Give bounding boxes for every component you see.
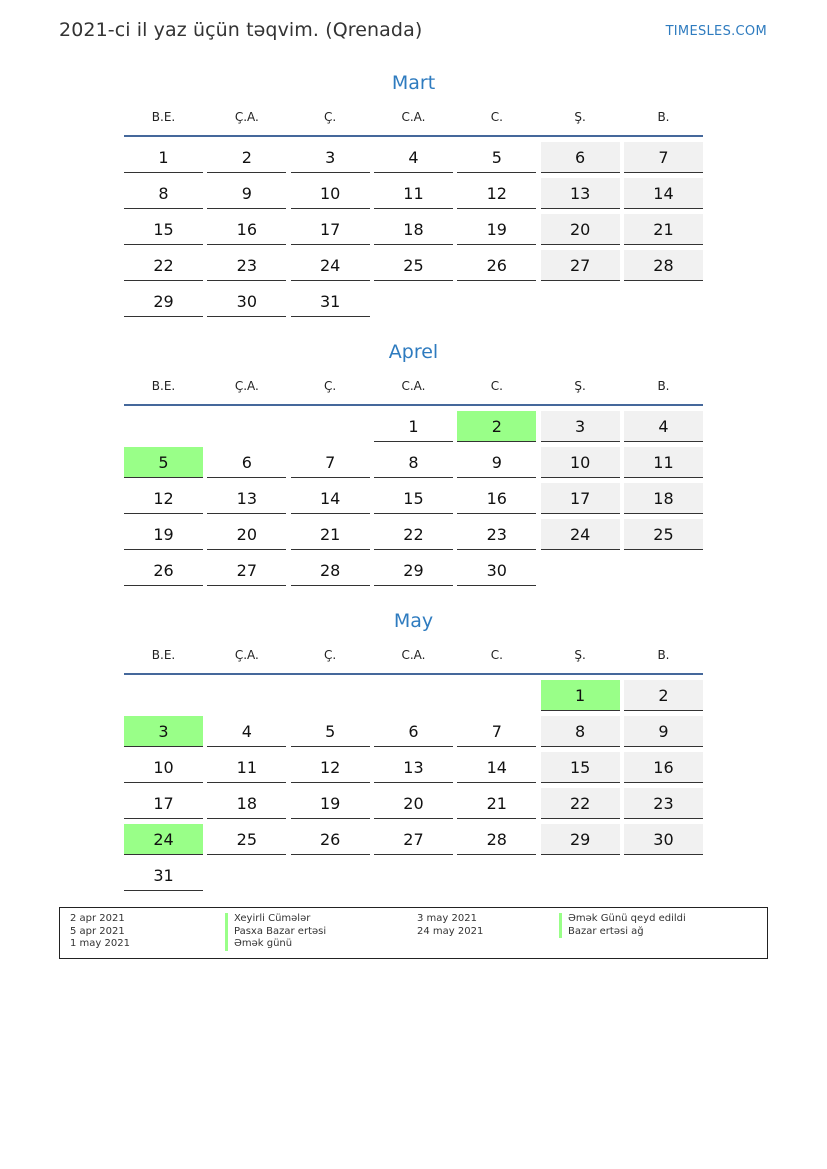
empty-cell [374, 680, 453, 716]
day-cell[interactable]: 10 [541, 447, 620, 478]
day-cell[interactable]: 5 [291, 716, 370, 747]
day-cell[interactable]: 23 [457, 519, 536, 550]
empty-cell [291, 680, 370, 716]
day-cell[interactable]: 3 [541, 411, 620, 442]
day-cell[interactable]: 6 [207, 447, 286, 478]
day-cell[interactable]: 2 [624, 680, 703, 711]
month-title: Aprel [388, 341, 439, 363]
weekday-label: Ç.A. [234, 648, 259, 662]
month-april [124, 338, 703, 591]
day-grid [124, 142, 703, 322]
weekday-label: B. [657, 379, 670, 393]
day-cell[interactable]: 28 [624, 250, 703, 281]
page-title: 2021-ci il yaz üçün təqvim. (Qrenada) [59, 19, 423, 41]
day-cell[interactable]: 25 [207, 824, 286, 855]
legend-date: 24 may 2021 [417, 925, 484, 937]
day-cell[interactable]: 20 [374, 788, 453, 819]
month-may [124, 607, 703, 896]
day-cell[interactable]: 25 [374, 250, 453, 281]
day-cell[interactable]: 24 [291, 250, 370, 281]
legend-date: 1 may 2021 [70, 938, 130, 949]
weekday-label: Ç. [324, 110, 337, 124]
day-cell[interactable]: 23 [624, 788, 703, 819]
holiday-day-cell[interactable]: 24 [124, 824, 203, 855]
weekday-label: Ş. [574, 379, 586, 393]
day-cell[interactable]: 29 [541, 824, 620, 855]
day-cell[interactable]: 9 [457, 447, 536, 478]
day-cell[interactable]: 26 [124, 555, 203, 586]
weekday-label: B. [657, 648, 670, 662]
day-cell[interactable]: 22 [541, 788, 620, 819]
day-cell[interactable]: 31 [124, 860, 203, 891]
day-cell[interactable]: 29 [374, 555, 453, 586]
holiday-day-cell[interactable]: 3 [124, 716, 203, 747]
day-cell[interactable]: 7 [291, 447, 370, 478]
day-cell[interactable]: 8 [124, 178, 203, 209]
day-cell[interactable]: 13 [374, 752, 453, 783]
legend-right-dates [417, 913, 483, 938]
day-cell[interactable]: 5 [457, 142, 536, 173]
day-cell[interactable]: 4 [374, 142, 453, 173]
day-cell[interactable]: 15 [541, 752, 620, 783]
day-cell[interactable]: 3 [291, 142, 370, 173]
day-cell[interactable]: 14 [457, 752, 536, 783]
day-cell[interactable]: 10 [291, 178, 370, 209]
day-cell[interactable]: 15 [374, 483, 453, 514]
day-cell[interactable]: 1 [124, 142, 203, 173]
day-cell[interactable]: 30 [624, 824, 703, 855]
header-divider [124, 135, 703, 137]
day-cell[interactable]: 13 [207, 483, 286, 514]
legend-holiday-name: Əmək günü [225, 938, 326, 951]
day-cell[interactable]: 11 [207, 752, 286, 783]
month-title: Mart [391, 72, 436, 94]
day-cell[interactable]: 21 [291, 519, 370, 550]
day-cell[interactable]: 28 [291, 555, 370, 586]
day-cell[interactable]: 27 [207, 555, 286, 586]
weekday-label: B. [657, 110, 670, 124]
empty-cell [124, 680, 203, 716]
legend-holiday-name: Əmək Günü qeyd edildi [559, 913, 686, 926]
day-cell[interactable]: 18 [624, 483, 703, 514]
legend-date: 3 may 2021 [417, 913, 477, 924]
weekday-label: C.A. [401, 648, 426, 662]
day-cell[interactable]: 16 [624, 752, 703, 783]
day-cell[interactable]: 11 [624, 447, 703, 478]
day-cell[interactable]: 18 [207, 788, 286, 819]
holiday-day-cell[interactable]: 1 [541, 680, 620, 711]
weekday-label: Ç.A. [234, 110, 259, 124]
weekday-label: B.E. [151, 110, 176, 124]
empty-cell [207, 680, 286, 716]
day-cell[interactable]: 27 [541, 250, 620, 281]
weekday-header [124, 641, 703, 669]
weekday-header [124, 372, 703, 400]
day-cell[interactable]: 20 [207, 519, 286, 550]
day-cell[interactable]: 8 [374, 447, 453, 478]
day-cell[interactable]: 16 [457, 483, 536, 514]
legend-date: 2 apr 2021 [70, 913, 125, 924]
day-cell[interactable]: 27 [374, 824, 453, 855]
day-cell[interactable]: 29 [124, 286, 203, 317]
day-cell[interactable]: 6 [541, 142, 620, 173]
legend-left-dates [70, 913, 130, 951]
day-cell[interactable]: 9 [624, 716, 703, 747]
day-cell[interactable]: 12 [124, 483, 203, 514]
day-cell[interactable]: 17 [541, 483, 620, 514]
legend-holiday-name: Bazar ertəsi ağ [559, 926, 686, 939]
day-cell[interactable]: 17 [291, 214, 370, 245]
day-cell[interactable]: 26 [291, 824, 370, 855]
legend-right-names [559, 913, 686, 938]
weekday-label: C. [490, 110, 503, 124]
day-cell[interactable]: 4 [207, 716, 286, 747]
weekday-label: Ç.A. [234, 379, 259, 393]
day-cell[interactable]: 9 [207, 178, 286, 209]
day-cell[interactable]: 2 [207, 142, 286, 173]
day-cell[interactable]: 28 [457, 824, 536, 855]
day-cell[interactable]: 6 [374, 716, 453, 747]
empty-cell [207, 411, 286, 447]
day-cell[interactable]: 24 [541, 519, 620, 550]
day-cell[interactable]: 7 [457, 716, 536, 747]
weekday-label: C. [490, 379, 503, 393]
day-cell[interactable]: 31 [291, 286, 370, 317]
day-cell[interactable]: 30 [457, 555, 536, 586]
day-cell[interactable]: 11 [374, 178, 453, 209]
weekday-label: C.A. [401, 110, 426, 124]
weekday-label: Ç. [324, 648, 337, 662]
day-cell[interactable]: 16 [207, 214, 286, 245]
legend-date: 5 apr 2021 [70, 925, 125, 937]
day-grid [124, 680, 703, 896]
day-cell[interactable]: 14 [624, 178, 703, 209]
holiday-legend [59, 907, 768, 959]
header-divider [124, 673, 703, 675]
weekday-label: C. [490, 648, 503, 662]
day-cell[interactable]: 21 [457, 788, 536, 819]
day-cell[interactable]: 19 [457, 214, 536, 245]
day-cell[interactable]: 19 [124, 519, 203, 550]
day-cell[interactable]: 10 [124, 752, 203, 783]
holiday-day-cell[interactable]: 2 [457, 411, 536, 442]
day-cell[interactable]: 19 [291, 788, 370, 819]
day-cell[interactable]: 15 [124, 214, 203, 245]
day-cell[interactable]: 22 [374, 519, 453, 550]
day-cell[interactable]: 18 [374, 214, 453, 245]
day-cell[interactable]: 17 [124, 788, 203, 819]
day-cell[interactable]: 13 [541, 178, 620, 209]
day-cell[interactable]: 12 [457, 178, 536, 209]
day-cell[interactable]: 26 [457, 250, 536, 281]
month-march [124, 69, 703, 322]
day-cell[interactable]: 1 [374, 411, 453, 442]
weekday-label: Ş. [574, 648, 586, 662]
legend-holiday-name: Pasxa Bazar ertəsi [225, 926, 326, 939]
day-cell[interactable]: 21 [624, 214, 703, 245]
brand-link[interactable]: TIMESLES.COM [665, 24, 767, 39]
day-cell[interactable]: 7 [624, 142, 703, 173]
weekday-label: Ş. [574, 110, 586, 124]
month-title: May [393, 610, 434, 632]
empty-cell [457, 680, 536, 716]
weekday-label: B.E. [151, 379, 176, 393]
weekday-label: Ç. [324, 379, 337, 393]
weekday-label: C.A. [401, 379, 426, 393]
weekday-header [124, 103, 703, 131]
empty-cell [291, 411, 370, 447]
day-cell[interactable]: 4 [624, 411, 703, 442]
empty-cell [124, 411, 203, 447]
day-cell[interactable]: 8 [541, 716, 620, 747]
legend-left-names [225, 913, 326, 951]
day-cell[interactable]: 14 [291, 483, 370, 514]
day-cell[interactable]: 12 [291, 752, 370, 783]
day-cell[interactable]: 20 [541, 214, 620, 245]
holiday-day-cell[interactable]: 5 [124, 447, 203, 478]
day-grid [124, 411, 703, 591]
legend-holiday-name: Xeyirli Cümələr [225, 913, 326, 926]
day-cell[interactable]: 22 [124, 250, 203, 281]
day-cell[interactable]: 30 [207, 286, 286, 317]
day-cell[interactable]: 23 [207, 250, 286, 281]
day-cell[interactable]: 25 [624, 519, 703, 550]
weekday-label: B.E. [151, 648, 176, 662]
header-divider [124, 404, 703, 406]
